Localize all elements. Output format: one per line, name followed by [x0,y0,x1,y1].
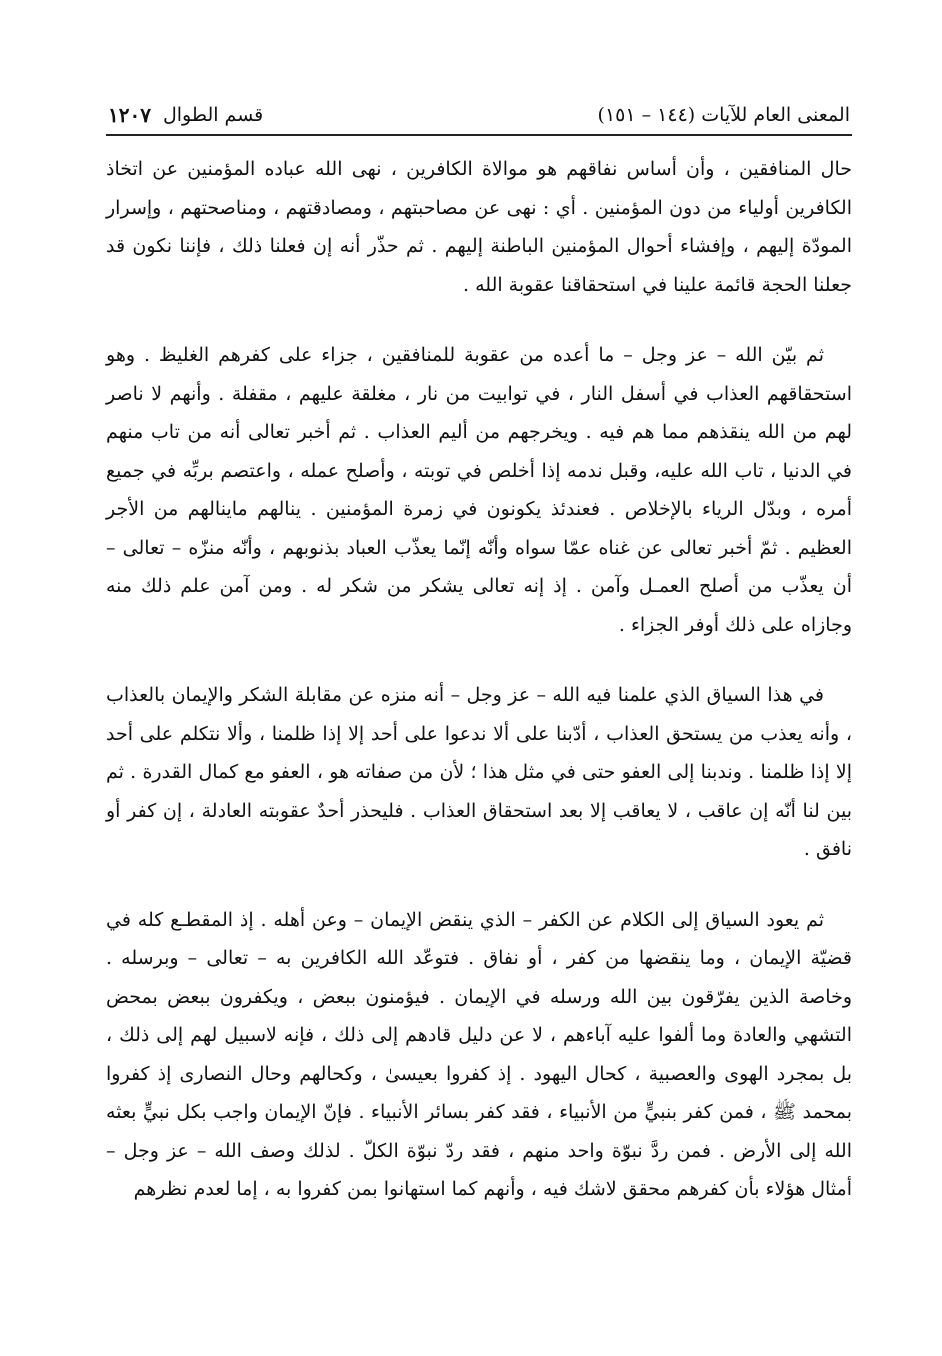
paragraph-1: حال المنافقين ، وأن أساس نفاقهم هو موالاة الكافرين ، نهى الله عباده المؤمنين عن اتخاذ الكافرين أولياء من دون المؤمنين . أي : نهى عن مصاحبتهم ، ومصادقتهم ، ومناصحتهم ، وإسرار المودّة إليهم ، وإفشاء أحوال المؤمنين الباطنة إليهم . ثم حذّر أنه إن فعلنا ذلك ، فإننا نكون قد جعلنا الحجة قائمة علينا في استحقاقنا عقوبة الله . [106,158,852,296]
paragraph-2: ثم بيّن الله – عز وجل – ما أعده من عقوبة للمنافقين ، جزاء على كفرهم الغليظ . وهو استحقاقهم العذاب في أسفل النار ، في توابيت من نار ، مغلقة عليهم ، مقفلة . وأنهم لا ناصر لهم من الله ينقذهم مما هم فيه . ويخرجهم من أليم العذاب . ثم أخبر تعالى أنه من تاب منهم في الدنيا ، تاب الله عليه، وقبل ندمه إذا أخلص في توبته ، وأصلح عمله ، واعتصم بربِّه في جميع أمره ، وبدّل الرياء بالإخلاص . فعندئذ يكونون في زمرة المؤمنين . ينالهم ماينالهم من الأجر العظيم . ثمّ أخبر تعالى عن غناه عمّا سواه وأنّه إنّما يعذّب العباد بذنوبهم ، وأنّه منزّه – تعالى – أن يعذّب من أصلح العمـل وآمن . إذ إنه تعالى يشكر من شكر له . ومن آمن علم ذلك منه وجازاه على ذلك أوفر الجزاء . [106,344,852,636]
header-divider [106,134,852,136]
running-header [108,98,850,132]
paragraph-4: ثم يعود السياق إلى الكلام عن الكفر – الذي ينقض الإيمان – وعن أهله . إذ المقطـع كله في قضيّة الإيمان ، وما ينقضها من كفر ، أو نفاق . فتوعّد الله الكافرين به – تعالى – وبرسله . وخاصة الذين يفرّقون بين الله ورسله في الإيمان . فيؤمنون ببعض ، ويكفرون ببعض بمحض التشهي والعادة وما ألفوا عليه آباءهم ، لا عن دليل قادهم إلى ذلك ، فإنه لاسبيل لهم إلى ذلك ، بل بمجرد الهوى والعصبية ، كحال اليهود . إذ كفروا بعيسىٰ ، وكحالهم وحال النصارى إذ كفروا بمحمد ﷺ ، فمن كفر بنبيٍّ من الأنبياء ، فقد كفر بسائر الأنبياء . فإنّ الإيمان واجب بكل نبيٍّ بعثه الله إلى الأرض . فمن ردَّ نبوّة واحد منهم ، فقد ردّ نبوّة الكلّ . لذلك وصف الله – عز وجل – أمثال هؤلاء بأن كفرهم محقق لاشك فيه ، وأنهم كما استهانوا بمن كفروا به ، إما لعدم نظرهم [106,908,852,1200]
header-right-group [108,103,263,127]
page-body [106,150,852,1241]
section-name: قسم الطوال [162,104,264,126]
page-number: ١٢٠٧ [108,103,151,127]
paragraph-3: في هذا السياق الذي علمنا فيه الله – عز وجل – أنه منزه عن مقابلة الشكر والإيمان بالعذاب ، وأنه يعذب من يستحق العذاب ، أدّبنا على ألا ندعوا على أحد إلا إذا ظلمنا ، وألا نتكلم على أحد إلا إذا ظلمنا . وندبنا إلى العفو حتى في مثل هذا ؛ لأن من صفاته هو ، العفو مع كمال القدرة . ثم بين لنا أنّه إن عاقب ، لا يعاقب إلا بعد استحقاق العذاب . فليحذر أحدٌ عقوبته العادلة ، إن كفر أو نافق . [106,684,852,860]
chapter-title: المعنى العام للآيات (١٤٤ – ١٥١) [597,104,850,126]
